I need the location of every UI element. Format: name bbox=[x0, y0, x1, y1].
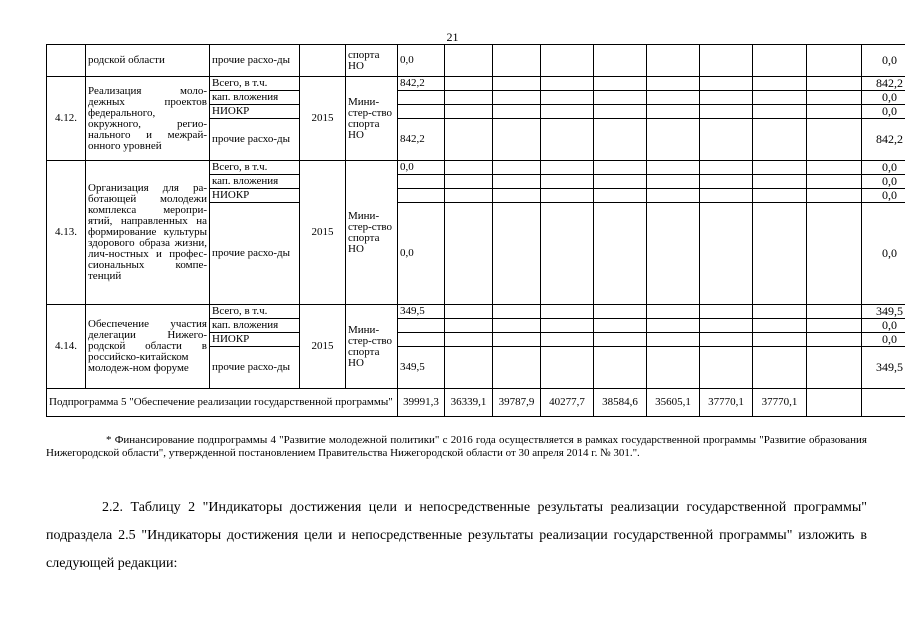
total-cell: 0,0 bbox=[862, 203, 905, 305]
ministry-cell: спорта НО bbox=[346, 45, 398, 77]
value-cell bbox=[398, 189, 445, 203]
footnote: * Финансирование подпрограммы 4 "Развитие молодежной политики" с 2016 года осуществляется в рамках государственной программы "Развитие образования Нижегородской области", утвержденной постановлением Правительства Нижегородской области от 30 апреля 2014 г. № 301.". bbox=[46, 434, 867, 459]
item-number-cell: 4.13. bbox=[47, 161, 86, 305]
total-cell: 0,0 bbox=[862, 45, 905, 77]
total-cell: 0,0 bbox=[862, 189, 905, 203]
summary-value-cell: 35605,1 bbox=[647, 389, 700, 417]
total-cell: 0,0 bbox=[862, 91, 905, 105]
ministry-cell: Мини-стер-ство спорта НО bbox=[346, 77, 398, 161]
total-cell: 0,0 bbox=[862, 161, 905, 175]
year-cell: 2015 bbox=[300, 161, 346, 305]
value-cell: 0,0 bbox=[398, 45, 445, 77]
body-paragraph: 2.2. Таблицу 2 "Индикаторы достижения цели и непосредственные результаты реализации государственной программы" подраздела 2.5 "Индикаторы достижения цели и непосредственные результаты реализации государственной программы" изложить в следующей редакции: bbox=[46, 500, 867, 571]
year-cell: 2015 bbox=[300, 77, 346, 161]
value-cell bbox=[398, 333, 445, 347]
total-cell: 349,5 bbox=[862, 347, 905, 389]
total-cell: 842,2 bbox=[862, 77, 905, 91]
year-cell: 2015 bbox=[300, 305, 346, 389]
value-cell bbox=[398, 91, 445, 105]
expense-type-cell: Всего, в т.ч. bbox=[210, 161, 300, 175]
value-cell bbox=[398, 175, 445, 189]
value-cell: 349,5 bbox=[398, 305, 445, 319]
expense-type-cell: прочие расхо-ды bbox=[210, 45, 300, 77]
expense-type-cell: Всего, в т.ч. bbox=[210, 305, 300, 319]
item-number-cell: 4.12. bbox=[47, 77, 86, 161]
value-cell: 842,2 bbox=[398, 77, 445, 91]
summary-value-cell: 39991,3 bbox=[398, 389, 445, 417]
value-cell: 0,0 bbox=[398, 203, 445, 305]
item-name-cell: Реализация моло-дежных проектов федерального, окружного, регио-нального и межрай-онного уровней bbox=[86, 77, 210, 161]
item-number-cell bbox=[47, 45, 86, 77]
expense-type-cell: прочие расхо-ды bbox=[210, 347, 300, 389]
summary-value-cell: 37770,1 bbox=[753, 389, 807, 417]
summary-row bbox=[47, 389, 905, 417]
table-row bbox=[47, 305, 905, 319]
summary-value-cell: 37770,1 bbox=[700, 389, 753, 417]
value-cell bbox=[398, 319, 445, 333]
expense-type-cell: кап. вложения bbox=[210, 319, 300, 333]
value-cell: 0,0 bbox=[398, 161, 445, 175]
expense-type-cell: Всего, в т.ч. bbox=[210, 77, 300, 91]
expense-type-cell: НИОКР bbox=[210, 189, 300, 203]
expense-type-cell: кап. вложения bbox=[210, 91, 300, 105]
total-cell: 349,5 bbox=[862, 305, 905, 319]
value-cell bbox=[398, 105, 445, 119]
budget-table bbox=[46, 44, 905, 417]
expense-type-cell: НИОКР bbox=[210, 333, 300, 347]
value-cell: 842,2 bbox=[398, 119, 445, 161]
item-number-cell: 4.14. bbox=[47, 305, 86, 389]
value-cell: 349,5 bbox=[398, 347, 445, 389]
expense-type-cell: прочие расхо-ды bbox=[210, 203, 300, 305]
total-cell: 0,0 bbox=[862, 175, 905, 189]
summary-value-cell: 39787,9 bbox=[493, 389, 541, 417]
summary-value-cell: 38584,6 bbox=[594, 389, 647, 417]
table-row bbox=[47, 77, 905, 91]
expense-type-cell: прочие расхо-ды bbox=[210, 119, 300, 161]
table-row bbox=[47, 45, 905, 77]
summary-value-cell: 36339,1 bbox=[445, 389, 493, 417]
expense-type-cell: кап. вложения bbox=[210, 175, 300, 189]
summary-value-cell: 40277,7 bbox=[541, 389, 594, 417]
page-number: 21 bbox=[446, 30, 459, 44]
item-name-cell: Обеспечение участия делегации Нижего-родской области в российско-китайском молодеж-ном форуме bbox=[86, 305, 210, 389]
item-name-cell: родской области bbox=[86, 45, 210, 77]
ministry-cell: Мини-стер-ство спорта НО bbox=[346, 305, 398, 389]
item-name-cell: Организация для ра-ботающей молодежи комплекса меропри-ятий, направленных на формирование культуры здорового образа жизни, лич-ностных и профес-сиональных компе-тенций bbox=[86, 161, 210, 305]
expense-type-cell: НИОКР bbox=[210, 105, 300, 119]
ministry-cell: Мини-стер-ство спорта НО bbox=[346, 161, 398, 305]
total-cell: 0,0 bbox=[862, 105, 905, 119]
year-cell bbox=[300, 45, 346, 77]
table-row bbox=[47, 161, 905, 175]
total-cell: 0,0 bbox=[862, 319, 905, 333]
total-cell: 0,0 bbox=[862, 333, 905, 347]
total-cell: 842,2 bbox=[862, 119, 905, 161]
summary-label: Подпрограмма 5 "Обеспечение реализации государственной программы" bbox=[47, 389, 398, 417]
